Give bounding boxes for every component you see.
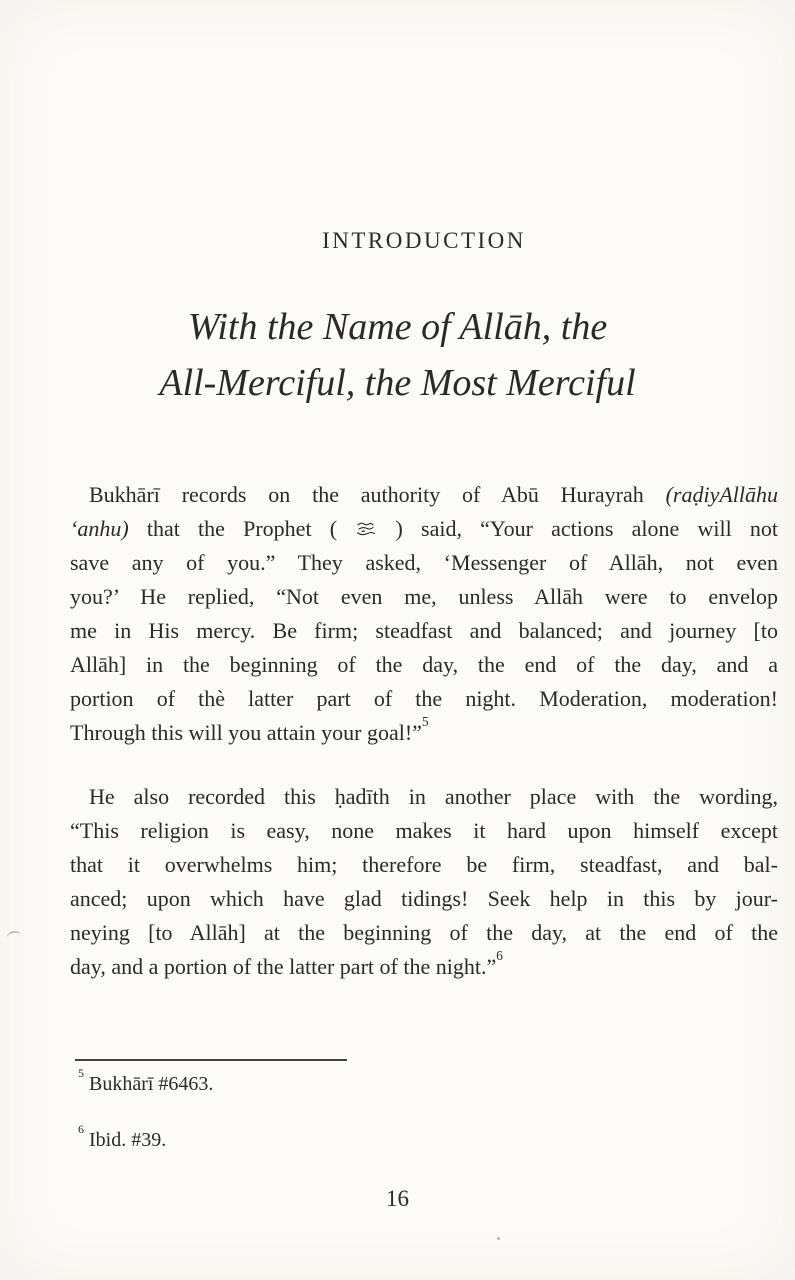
- prophet-honorific-icon: [355, 520, 377, 538]
- text-line: that it overwhelms him; therefore be firm, steadfast, and bal-: [70, 852, 778, 877]
- scan-artifact: [497, 1237, 500, 1240]
- footnote-text: Bukhārī #6463.: [89, 1073, 214, 1095]
- section-title: INTRODUCTION: [322, 228, 526, 253]
- text-line: neying [to Allāh] at the beginning of the day, at the end of the: [70, 920, 778, 945]
- text-line: portion of thè latter part of the night. Moderation, moderation!: [70, 686, 778, 711]
- footnote-reference: 6: [496, 947, 503, 963]
- footnote-text: Ibid. #39.: [89, 1129, 167, 1151]
- text-line: He also recorded this ḥadīth in another place with the wording,: [89, 784, 778, 809]
- text-line: Bukhārī records on the authority of Abū Hurayrah (raḍiyAllāhu: [89, 482, 778, 507]
- paragraph-1: [70, 478, 778, 750]
- text-line: anced; upon which have glad tidings! Seek help in this by jour-: [70, 886, 778, 911]
- text-line: day, and a portion of the latter part of the night.”$^6$: [70, 947, 503, 979]
- paragraph-2: [70, 780, 778, 984]
- footnote-marker: 6: [78, 1121, 84, 1136]
- scan-artifact: [6, 930, 21, 938]
- heading-line-2: All-Merciful, the Most Merciful: [159, 362, 636, 404]
- text-line: Through this will you attain your goal!”$^5$: [70, 713, 429, 745]
- text-line: Allāh] in the beginning of the day, the end of the day, and a: [70, 652, 778, 677]
- footnote-reference: 5: [421, 713, 429, 729]
- footnote-5: [78, 1065, 214, 1096]
- footnote-marker: 5: [78, 1065, 84, 1080]
- text-line: you?’ He replied, “Not even me, unless Allāh were to envelop: [70, 584, 778, 609]
- text-line: “This religion is easy, none makes it hard upon himself except: [70, 818, 778, 843]
- page-number: 16: [386, 1186, 409, 1211]
- footnote-6: [78, 1121, 167, 1152]
- text-line: me in His mercy. Be firm; steadfast and balanced; and journey [to: [70, 618, 778, 643]
- text-line: ‘anhu) that the Prophet ( ) said, “Your actions alone will not: [70, 516, 778, 541]
- heading-line-1: With the Name of Allāh, the: [187, 306, 608, 348]
- chapter-heading: [35, 299, 760, 411]
- text-line: save any of you.” They asked, ‘Messenger of Allāh, not even: [70, 550, 778, 575]
- footnote-divider: [75, 1059, 347, 1061]
